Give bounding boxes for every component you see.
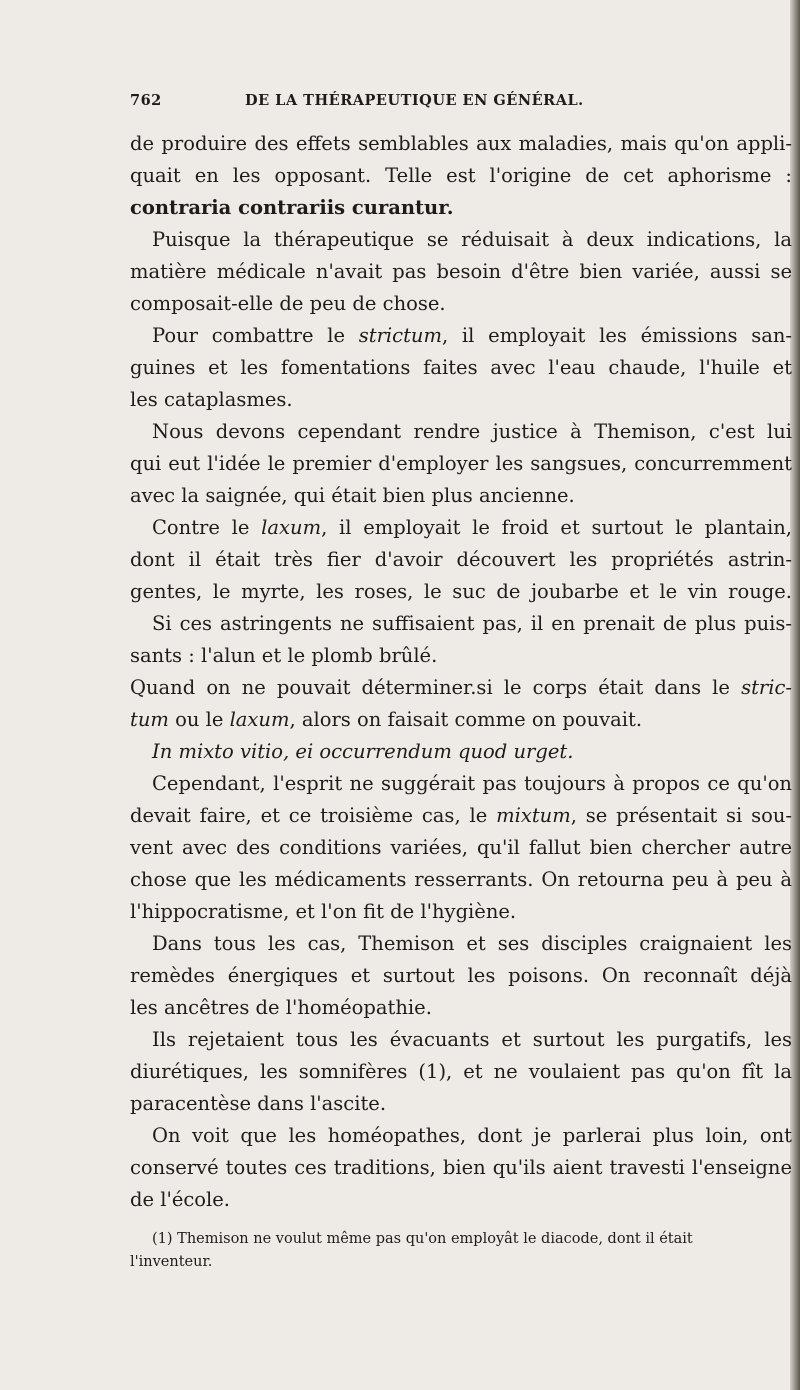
text-line: avec la saignée, qui était bien plus ancienne. <box>130 484 575 507</box>
latin-term: laxum <box>261 516 322 539</box>
latin-term: stric- <box>741 676 792 699</box>
paragraph-start: Quand on ne pouvait déterminer.si le corps était dans le stric- <box>130 676 792 699</box>
text-line: remèdes énergiques et surtout les poisons. On reconnaît déjà <box>130 964 792 987</box>
text-line: gentes, le myrte, les roses, le suc de joubarbe et le vin rouge. <box>130 580 792 603</box>
running-title: DE LA THÉRAPEUTIQUE EN GÉNÉRAL. <box>245 92 584 109</box>
text-line: l'hippocratisme, et l'on fit de l'hygiène. <box>130 900 517 923</box>
text-line: conservé toutes ces traditions, bien qu'ils aient travesti l'enseigne <box>130 1156 792 1179</box>
text-line: matière médicale n'avait pas besoin d'être bien variée, aussi se <box>130 260 792 283</box>
paragraph-start: Dans tous les cas, Themison et ses disciples craignaient les <box>152 932 792 955</box>
latin-term: tum <box>130 708 169 731</box>
text-line: devait faire, et ce troisième cas, le mixtum, se présentait si sou- <box>130 804 792 827</box>
aphorism-line: contraria contrariis curantur. <box>130 196 454 219</box>
paragraph-start: Cependant, l'esprit ne suggérait pas toujours à propos ce qu'on <box>152 772 792 795</box>
footnote <box>130 1228 792 1274</box>
text-line: guines et les fomentations faites avec l'eau chaude, l'huile et <box>130 356 792 379</box>
text-line: tum ou le laxum, alors on faisait comme on pouvait. <box>130 708 643 731</box>
text-line: vent avec des conditions variées, qu'il fallut bien chercher autre <box>130 836 792 859</box>
latin-term: laxum <box>229 708 290 731</box>
text-line: chose que les médicaments resserrants. On retourna peu à peu à <box>130 868 792 891</box>
text-line: les cataplasmes. <box>130 388 293 411</box>
body-text <box>130 128 792 1274</box>
paragraph-start: Ils rejetaient tous les évacuants et surtout les purgatifs, les <box>152 1028 792 1051</box>
paragraph-start: Puisque la thérapeutique se réduisait à deux indications, la <box>152 228 792 251</box>
text-line: quait en les opposant. Telle est l'origine de cet aphorisme : <box>130 164 792 187</box>
text-line: composait-elle de peu de chose. <box>130 292 446 315</box>
paragraph-start: On voit que les homéopathes, dont je parlerai plus loin, ont <box>152 1124 792 1147</box>
paragraph-start: Nous devons cependant rendre justice à Themison, c'est lui <box>152 420 792 443</box>
running-header <box>130 92 710 114</box>
paragraph-start: Contre le laxum, il employait le froid et surtout le plantain, <box>152 516 792 539</box>
footnote-line: (1) Themison ne voulut même pas qu'on employât le diacode, dont il était <box>152 1231 693 1247</box>
latin-term: mixtum <box>496 804 571 827</box>
latin-maxim: In mixto vitio, ei occurrendum quod urget. <box>152 740 574 763</box>
footnote-line: l'inventeur. <box>130 1254 213 1270</box>
text-line: paracentèse dans l'ascite. <box>130 1092 387 1115</box>
text-line: sants : l'alun et le plomb brûlé. <box>130 644 438 667</box>
text-line: diurétiques, les somnifères (1), et ne voulaient pas qu'on fît la <box>130 1060 792 1083</box>
paragraph-start: Pour combattre le strictum, il employait les émissions san- <box>152 324 792 347</box>
page-number: 762 <box>130 92 162 109</box>
text-line: de produire des effets semblables aux maladies, mais qu'on appli- <box>130 132 792 155</box>
paragraph-start: Si ces astringents ne suffisaient pas, il en prenait de plus puis- <box>152 612 792 635</box>
text-line: les ancêtres de l'homéopathie. <box>130 996 432 1019</box>
text-line: de l'école. <box>130 1188 230 1211</box>
text-line: qui eut l'idée le premier d'employer les sangsues, concurremment <box>130 452 792 475</box>
text-line: dont il était très fier d'avoir découvert les propriétés astrin- <box>130 548 792 571</box>
latin-term: strictum <box>358 324 442 347</box>
